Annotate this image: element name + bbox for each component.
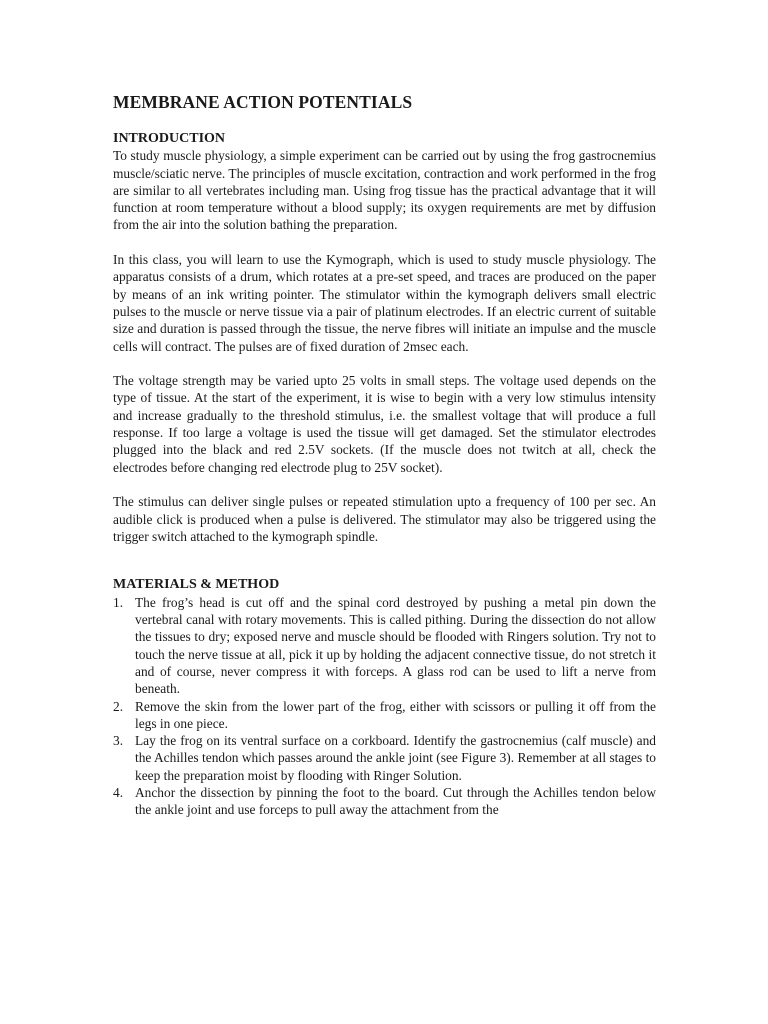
step-number: 1. xyxy=(113,594,124,610)
materials-method-heading: MATERIALS & METHOD xyxy=(113,577,280,593)
step-number: 4. xyxy=(113,784,124,800)
step-number: 2. xyxy=(113,698,124,714)
document-page xyxy=(113,90,656,819)
intro-paragraph-4: The stimulus can deliver single pulses or repeated stimulation upto a frequency of 100 per sec. An audible click is produced when a pulse is delivered. The stimulator may also be triggered using the trigger switch attached to the kymograph spindle. xyxy=(113,494,656,544)
method-step xyxy=(113,784,656,819)
step-text: Remove the skin from the lower part of the frog, either with scissors or pulling it off from the legs in one piece. xyxy=(135,698,656,731)
step-text: The frog’s head is cut off and the spinal cord destroyed by pushing a metal pin down the vertebral canal with rotary movements. This is called pithing. During the dissection do not allow the tissues to dry; exposed nerve and muscle should be flooded with Ringers solution. Try not to touch the nerve tissue at all, pick it up by holding the adjacent connective tissue, do not stretch it and of course, never compress it with forceps. A glass rod can be used to lift a nerve from beneath. xyxy=(135,594,656,697)
document-title: MEMBRANE ACTION POTENTIALS xyxy=(113,92,413,112)
intro-paragraph-2: In this class, you will learn to use the Kymograph, which is used to study muscle physiology. The apparatus consists of a drum, which rotates at a pre-set speed, and traces are produced on the paper by means of an ink writing pointer. The stimulator within the kymograph delivers small electric pulses to the muscle or nerve tissue via a pair of platinum electrodes. If an electric current of suitable size and duration is passed through the tissue, the nerve fibres will initiate an impulse and the muscle cells will contract. The pulses are of fixed duration of 2msec each. xyxy=(113,252,656,354)
step-text: Anchor the dissection by pinning the foot to the board. Cut through the Achilles tendon below the ankle joint and use forceps to pull away the attachment from the xyxy=(135,784,656,818)
step-text: Lay the frog on its ventral surface on a corkboard. Identify the gastrocnemius (calf muscle) and the Achilles tendon which passes around the ankle joint (see Figure 3). Remember at all stages to keep the preparation moist by flooding with Ringer Solution. xyxy=(135,733,656,783)
method-steps-list xyxy=(113,594,656,819)
intro-paragraph-1: To study muscle physiology, a simple experiment can be carried out by using the frog gastrocnemius muscle/sciatic nerve. The principles of muscle excitation, contraction and work performed in the frog are similar to all vertebrates including man. Using frog tissue has the practical advantage that it will function at room temperature without a blood supply; its oxygen requirements are met by diffusion from the air into the solution bathing the preparation. xyxy=(113,148,657,233)
section-spacer xyxy=(113,545,656,559)
method-step xyxy=(113,732,656,784)
method-step xyxy=(113,594,656,698)
introduction-heading: INTRODUCTION xyxy=(113,131,226,146)
method-step xyxy=(113,698,656,733)
step-number: 3. xyxy=(113,733,124,749)
intro-paragraph-3: The voltage strength may be varied upto 25 volts in small steps. The voltage used depends on the type of tissue. At the start of the experiment, it is wise to begin with a very low stimulus intensity and increase gradually to the threshold stimulus, i.e. the smallest voltage that will produce a full response. If too large a voltage is used the tissue will get damaged. Set the stimulator electrodes plugged into the black and red 2.5V sockets. (If the muscle does not twitch at all, check the electrodes before changing red electrode plug to 25V socket). xyxy=(113,373,656,475)
